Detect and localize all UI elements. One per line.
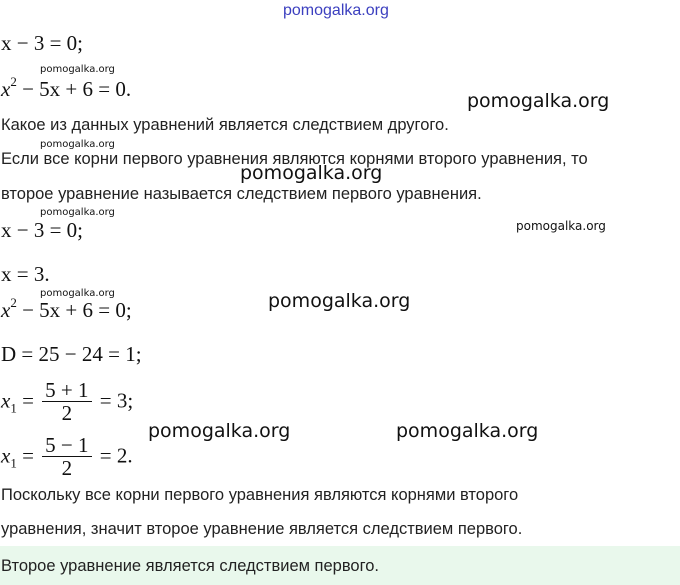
- watermark-big-4: pomogalka.org: [148, 420, 291, 442]
- discriminant: D = 25 − 24 = 1;: [1, 342, 142, 366]
- answer-box: [0, 546, 680, 585]
- equation-2-solve: $x^2 - 5x + 6 = 0$;: [1, 295, 132, 322]
- root-1-fraction: $\frac{5 + 1}{2}$: [42, 379, 91, 424]
- watermark-small-1: pomogalka.org: [40, 64, 115, 75]
- watermark-small-2: pomogalka.org: [40, 139, 115, 150]
- watermark-big-5: pomogalka.org: [396, 420, 539, 442]
- equation-1-statement: x − 3 = 0;: [1, 31, 84, 55]
- conclusion-line-1: Поскольку все корни первого уравнения являются корнями второго: [1, 486, 519, 504]
- watermark-big-3: pomogalka.org: [268, 290, 411, 312]
- watermark-top: pomogalka.org: [283, 2, 389, 19]
- definition-line-1: Если все корни первого уравнения являются корнями второго уравнения, то: [1, 150, 588, 168]
- equation-1-solve: x − 3 = 0;: [1, 218, 84, 242]
- watermark-small-5: pomogalka.org: [40, 288, 115, 299]
- definition-line-2: второе уравнение называется следствием первого уравнения.: [1, 185, 482, 203]
- watermark-small-3: pomogalka.org: [40, 207, 115, 218]
- root-1: $x_1$ = $\frac{5 + 1}{2}$ = 3;: [1, 378, 134, 425]
- root-2-fraction: $\frac{5 - 1}{2}$: [42, 434, 91, 479]
- equation-2-statement: $x^2 - 5x + 6 = 0$.: [1, 74, 132, 101]
- question-text: Какое из данных уравнений является следствием другого.: [1, 116, 449, 134]
- conclusion-line-2: уравнения, значит второе уравнение является следствием первого.: [1, 520, 523, 538]
- root-2: $x_1$ = $\frac{5 - 1}{2}$ = 2.: [1, 433, 133, 480]
- watermark-big-1: pomogalka.org: [467, 90, 610, 112]
- watermark-small-4: pomogalka.org: [516, 219, 606, 233]
- watermark-big-2: pomogalka.org: [240, 162, 383, 184]
- answer-text: Второе уравнение является следствием первого.: [1, 557, 380, 575]
- x-value: x = 3.: [1, 262, 50, 286]
